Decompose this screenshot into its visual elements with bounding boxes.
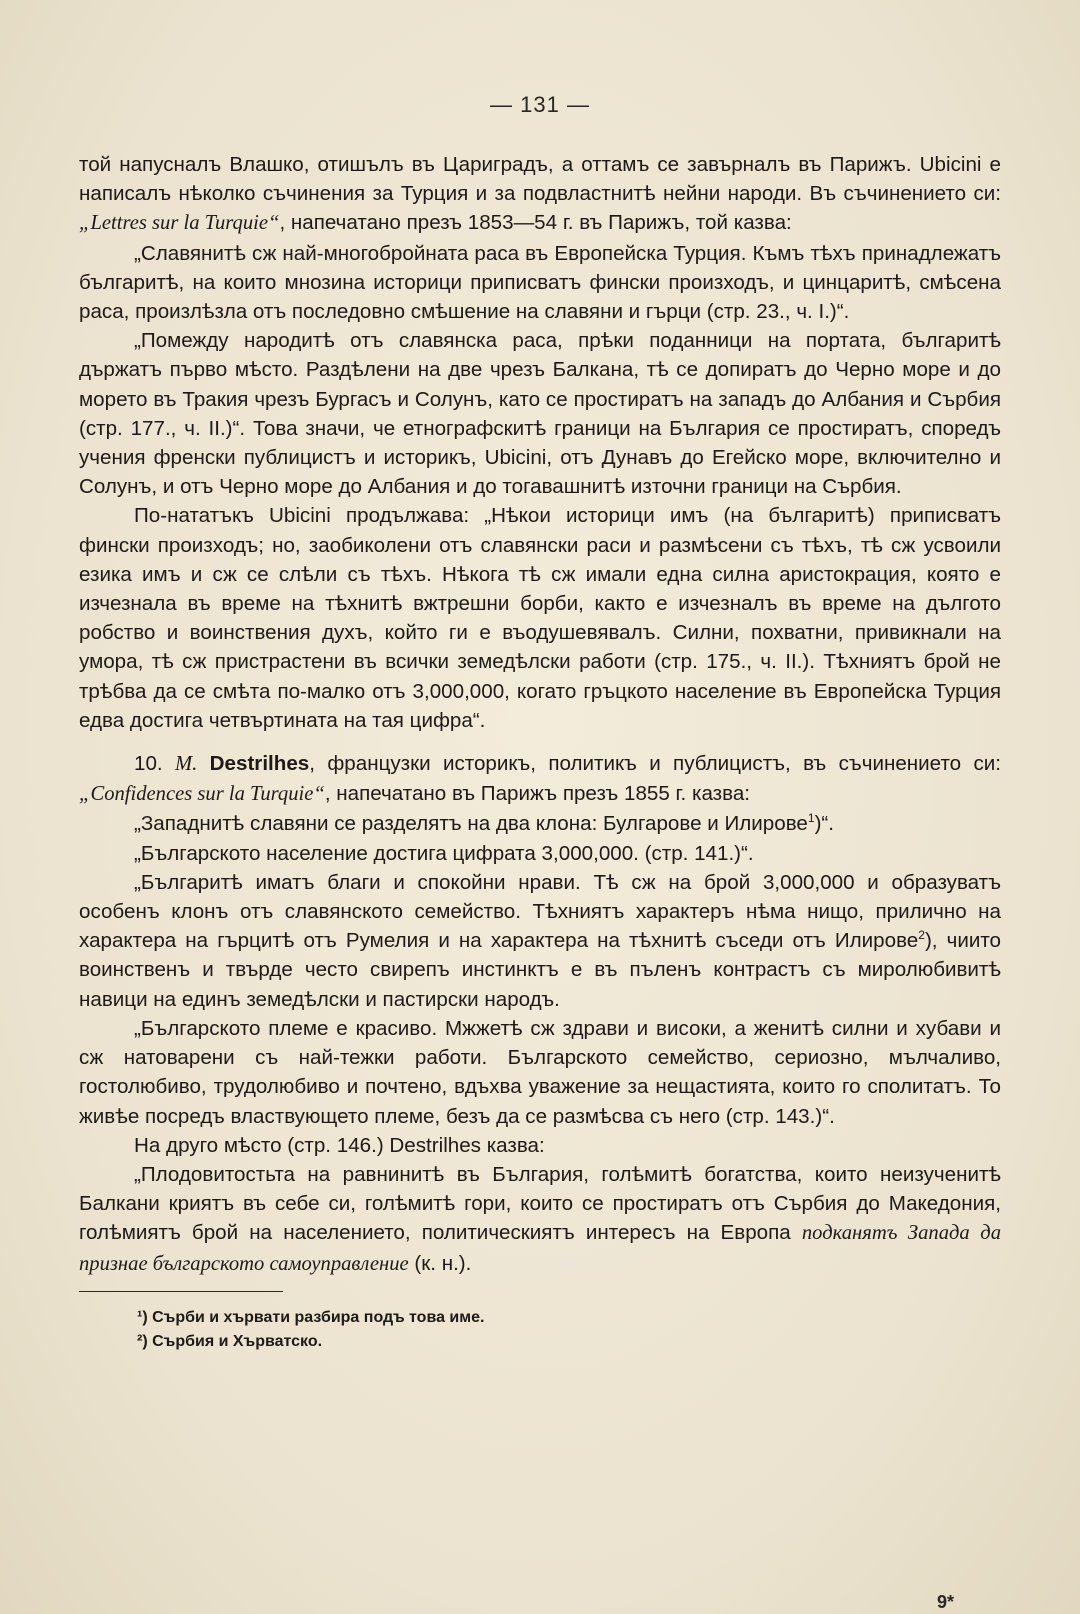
text-run: ), чиито воинственъ и твърде често свирепъ инстинктъ е въ пъленъ контрастъ съ миролюбивитѣ навици на единъ земедѣлски и пастирски народъ. xyxy=(79,929,1001,1011)
text-run: , напечатано въ Парижъ презъ 1855 г. казва: xyxy=(324,782,751,806)
paragraph-p8 xyxy=(79,868,1001,1014)
text-run: , французки историкъ, политикъ и публицистъ, въ съчинението си: xyxy=(309,752,1001,776)
paragraph-p11 xyxy=(79,1160,1001,1279)
sheet-signature-mark: 9* xyxy=(936,1592,954,1612)
body-text xyxy=(79,150,1001,1279)
paragraph-p10 xyxy=(79,1131,1001,1160)
text-run: той напусналъ Влашко, отишълъ въ Цариградъ, а оттамъ се завърналъ въ Парижъ. Ubicini е написалъ нѣколко съчинения за Турция и за подвластнитѣ нейни народи. Въ съчинението си: xyxy=(79,153,1001,206)
footnote-divider xyxy=(79,1291,283,1292)
text-run: Destrilhes xyxy=(209,752,310,776)
text-run: )“. xyxy=(814,812,834,836)
text-run: M. xyxy=(175,753,198,776)
paragraph-p1 xyxy=(79,150,1001,239)
footnote-marker: 2 xyxy=(918,928,925,943)
text-run: „Lettres sur la Turquie“ xyxy=(79,212,280,235)
paragraph-p4 xyxy=(79,501,1001,735)
text-run: По-нататъкъ Ubicini продължава: „Нѣкои историци имъ (на българитѣ) приписватъ фински произходъ; но, заобиколени отъ славянски раси и размѣсени съ тѣхъ, тѣ сж усвоили езика имъ и сж се слѣли съ тѣхъ. Нѣкога тѣ сж имали една силна аристокрация, която е изчезнала въ време на тѣхнитѣ вжтрешни борби, както е изчезналъ въ време на дългото робство и воинствения духъ, който ги е въодушевявалъ. Силни, похватни, привикнали на умора, тѣ сж пристрастени въ всички земедѣлски работи (стр. 175., ч. II.). Тѣхниятъ брой не трѣбва да се смѣта по-малко отъ 3,000,000, когато гръцкото население въ Европейска Турция едва достига четвъртината на тая цифра“. xyxy=(79,504,1001,732)
text-run: „Българското население достига цифрата 3,000,000. (стр. 141.)“. xyxy=(134,841,754,865)
paragraph-p6 xyxy=(79,809,1001,838)
text-run: , напечатано презъ 1853—54 г. въ Парижъ, той казва: xyxy=(279,211,792,235)
paragraph-p5 xyxy=(79,749,1001,809)
paragraph-p9 xyxy=(79,1014,1001,1131)
footnote-2: ²) Сърбия и Хърватско. xyxy=(137,1332,323,1350)
text-run: „Confidences sur la Turquie“ xyxy=(79,783,325,806)
text-run: „Славянитѣ сж най-многобройната раса въ Европейска Турция. Къмъ тѣхъ принадлежатъ българитѣ, на които мнозина историци приписватъ фински произходъ, и цинцаритѣ, смѣсена раса, произлѣзла отъ последовно смѣшение на славяни и гърци (стр. 23., ч. I.)“. xyxy=(79,241,1001,324)
footnote-marker: 1 xyxy=(807,811,815,826)
footnote-1: ¹) Сърби и хървати разбира подъ това име. xyxy=(137,1308,485,1326)
text-run: „Плодовитостьта на равнинитѣ въ България, голѣмитѣ богатства, които неизученитѣ Балкани криятъ въ себе си, голѣмитѣ гори, които се простиратъ отъ Сърбия до Македония, голѣмиятъ брой на населението, политическиятъ интересъ на Европа xyxy=(79,1162,1001,1245)
text-run: 10. xyxy=(134,752,175,776)
footnotes xyxy=(79,1306,1001,1354)
text-run: (к. н.). xyxy=(408,1251,472,1275)
text-run: подканятъ Запада да признае българското самоуправление xyxy=(79,1222,1001,1275)
paragraph-p2 xyxy=(79,239,1001,327)
document-page xyxy=(79,92,1001,1354)
page-number: — 131 — xyxy=(490,92,590,117)
text-run: „Помежду народитѣ отъ славянска раса, прѣки поданници на портата, българитѣ държатъ първо мѣсто. Раздѣлени на две чрезъ Балкана, тѣ се допиратъ до Черно море и до морето въ Тракия чрезъ Бургасъ и Солунъ, като се простиратъ на западъ до Албания и Сърбия (стр. 177., ч. II.)“. Това значи, че етнографскитѣ граници на България се простиратъ, споредъ учения френски публицистъ и историкъ, Ubicini, отъ Дунавъ до Егейско море, включително и Солунъ, и отъ Черно море до Албания и до тогавашнитѣ източни граници на Сърбия. xyxy=(79,329,1001,499)
paragraph-p7 xyxy=(79,839,1001,868)
text-run: „Западнитѣ славяни се разделятъ на два клона: Булгарове и Илирове xyxy=(134,812,808,836)
paragraph-p3 xyxy=(79,326,1001,501)
text-run: На друго мѣсто (стр. 146.) Destrilhes казва: xyxy=(134,1133,545,1157)
text-run: „Българското племе е красиво. Мжжетѣ сж здрави и високи, а женитѣ силни и хубави и сж натоварени съ най-тежки работи. Българското семейство, сериозно, мълчаливо, гостолюбиво, трудолюбиво и почтено, вдъхва уважение за нещастията, които го сполитатъ. То живѣе посредъ властвующето племе, безъ да се размѣсва съ него (стр. 143.)“. xyxy=(79,1016,1001,1128)
text-run: „Българитѣ иматъ благи и спокойни нрави. Тѣ сж на брой 3,000,000 и образуватъ особенъ клонъ отъ славянското семейство. Тѣхниятъ характеръ нѣма нищо, прилично на характера на гърцитѣ отъ Румелия и на характера на тѣхнитѣ съседи отъ Илирове xyxy=(79,870,1001,953)
text-run xyxy=(197,752,209,775)
